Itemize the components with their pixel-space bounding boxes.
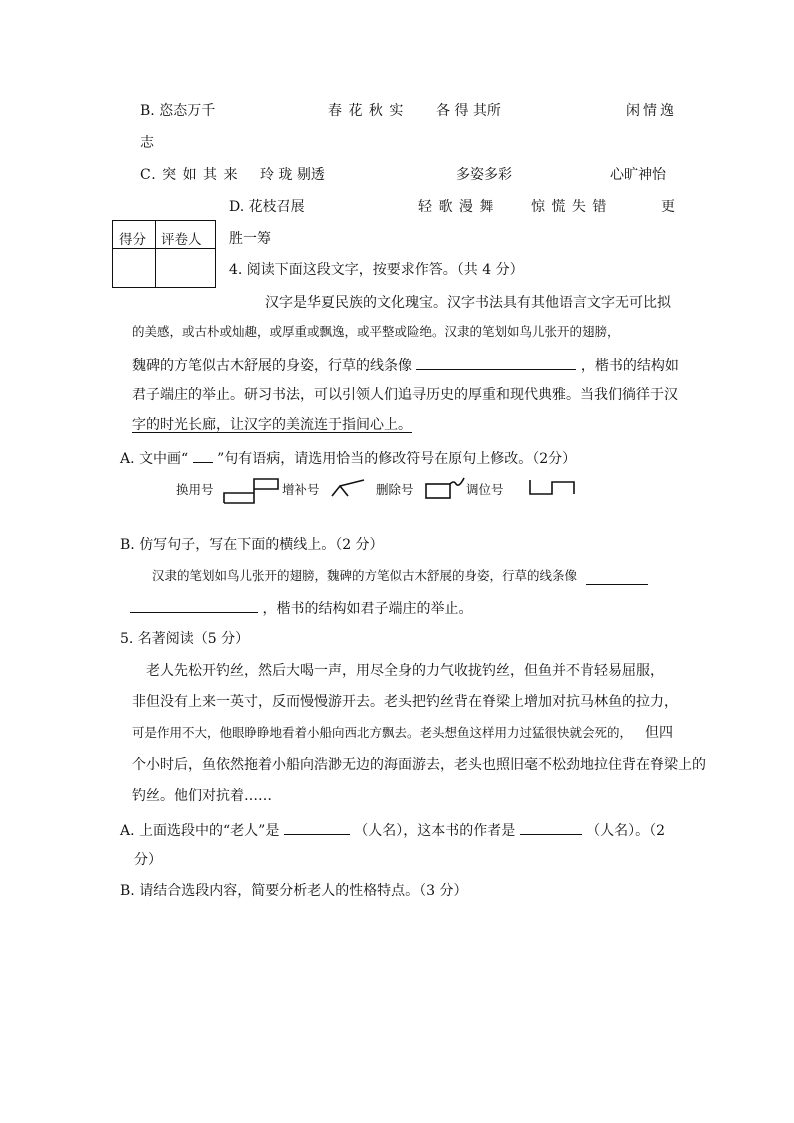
swap-symbol-label: 调位号 [466, 482, 504, 497]
q5-passage-line-1: 老人先松开钓丝，然后大喝一声，用尽全身的力气收拢钓丝，但鱼并不肯轻易屈服， [146, 663, 664, 679]
option-d-phrase-3: 惊 慌 失 错 [531, 199, 608, 215]
q5-part-a-text-4: 分） [134, 852, 162, 868]
score-label: 得分 [119, 232, 146, 248]
score-table [112, 220, 216, 288]
option-b-label: B. 恣态万千 [140, 103, 216, 119]
q4-part-b-line-1: 汉隶的笔划如鸟儿张开的翅膀，魏碑的方笔似古木舒展的身姿，行草的线条像 [152, 568, 578, 583]
add-symbol-label: 增补号 [282, 482, 320, 497]
delete-symbol-label: 删除号 [376, 482, 414, 497]
option-c-phrase-2: 玲 珑 剔透 [260, 167, 325, 183]
old-man-name-blank[interactable] [284, 822, 350, 835]
grader-label: 评卷人 [161, 232, 202, 248]
q4-fill-blank[interactable] [416, 357, 576, 370]
q4-passage-line-1: 汉字是华夏民族的文化瑰宝。汉字书法具有其他语言文字无可比拟 [265, 295, 671, 311]
q4-passage-line-5: 字的时光长廊，让汉字的美流连于指间心上。 [132, 417, 412, 433]
option-c-phrase-4: 心旷神怡 [610, 167, 666, 183]
q5-passage-line-2: 非但没有上来一英寸，反而慢慢游开去。老头把钓丝背在脊梁上增加对抗马林鱼的拉力， [132, 694, 678, 710]
option-d-phrase-4: 更 [661, 199, 675, 215]
add-symbol-icon [330, 478, 366, 502]
delete-symbol-icon [424, 476, 466, 500]
option-c-label: C. 突 如 其 来 [140, 167, 239, 183]
score-table-divider [155, 221, 156, 287]
q4-passage-line-2: 的美感，或古朴或灿趣，或厚重或飘逸，或平整或险绝。汉隶的笔划如鸟儿张开的翅膀， [132, 324, 620, 339]
score-table-divider [113, 248, 215, 249]
q5-part-a-text-2: （人名），这本书的作者是 [354, 823, 516, 839]
option-d-phrase-2: 轻 歌 漫 舞 [418, 199, 495, 215]
q5-passage-line-4: 个小时后，鱼依然拖着小船向浩渺无边的海面游去，老头也照旧毫不松劲地拉住背在脊梁上的 [132, 757, 706, 773]
underline-marker [193, 453, 213, 463]
q5-part-a-text-3: （人名）。（2 [586, 823, 666, 839]
swap-symbol-icon [528, 478, 578, 498]
option-b-phrase-4-cont: 志 [140, 135, 154, 151]
q5-part-b-text: B. 请结合选段内容，简要分析老人的性格特点。（3 分） [120, 883, 468, 899]
q5-passage-line-5: 钓丝。他们对抗着…… [132, 788, 272, 804]
q5-part-a-text-1: A. 上面选段中的“老人”是 [120, 823, 280, 839]
q5-title: 5. 名著阅读（5 分） [120, 631, 250, 647]
q4-passage-line-3b: ，楷书的结构如 [580, 358, 679, 374]
replace-symbol-icon [222, 477, 280, 505]
option-d-label: D. 花枝召展 [229, 199, 305, 215]
option-b-phrase-2: 春 花 秋 实 [328, 103, 405, 119]
q4-part-b-line-2: ，楷书的结构如君子端庄的举止。 [262, 601, 473, 617]
q5-passage-line-3b: 但四 [645, 725, 673, 741]
q4-passage-line-3a: 魏碑的方笔似古木舒展的身姿，行草的线条像 [132, 358, 412, 374]
q4-part-b-prompt: B. 仿写句子，写在下面的横线上。（2 分） [120, 537, 384, 553]
q4-passage-line-4: 君子端庄的举止。研习书法，可以引领人们追寻历史的厚重和现代典雅。当我们徜徉于汉 [132, 387, 678, 403]
author-name-blank[interactable] [520, 822, 582, 835]
q4-part-b-blank-2[interactable] [130, 600, 258, 613]
option-c-phrase-3: 多姿多彩 [456, 167, 512, 183]
q4-part-a-text-b: ”句有语病，请选用恰当的修改符号在原句上修改。（2分） [217, 451, 577, 467]
q5-passage-line-3a: 可是作用不大，他眼睁睁地看着小船向西北方飘去。老头想鱼这样用力过猛很快就会死的， [132, 725, 633, 740]
option-d-phrase-4-cont: 胜一筹 [229, 231, 271, 247]
option-b-phrase-4: 闲情逸 [626, 103, 677, 119]
option-b-phrase-3: 各 得 其所 [436, 103, 501, 119]
q4-part-a-text-a: A. 文中画“ [120, 451, 189, 467]
replace-symbol-label: 换用号 [176, 482, 214, 497]
q4-part-b-blank-1[interactable] [586, 572, 648, 585]
q4-title: 4. 阅读下面这段文字，按要求作答。（共 4 分） [229, 262, 524, 278]
